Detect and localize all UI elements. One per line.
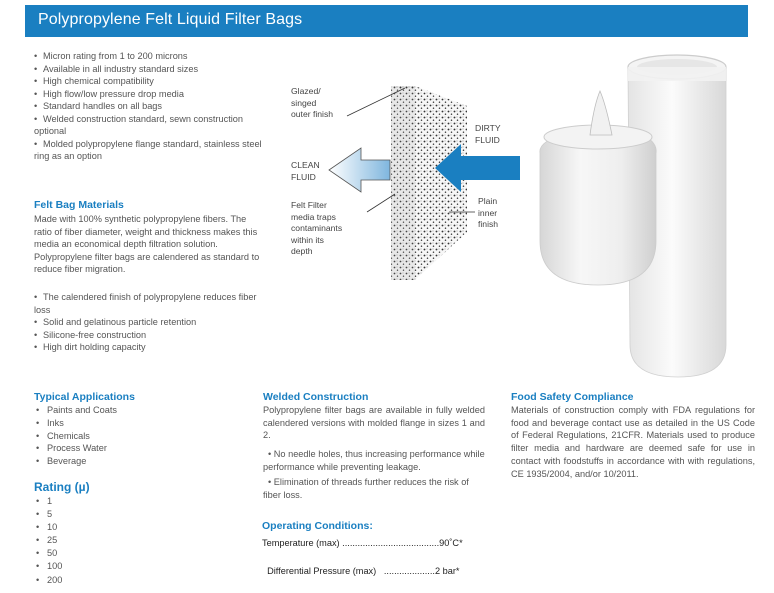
welded-bullets — [263, 448, 485, 504]
application-item: • Chemicals — [36, 430, 117, 443]
felt-filter-label: Felt Filter media traps contaminants within its depth — [291, 200, 343, 256]
finish-item: • High dirt holding capacity — [34, 341, 266, 354]
application-item: • Inks — [36, 417, 117, 430]
application-item: • Beverage — [36, 455, 117, 468]
operating-heading: Operating Conditions: — [262, 520, 373, 532]
temperature-label: Temperature (max) — [262, 538, 343, 548]
feature-item: • Micron rating from 1 to 200 microns — [34, 50, 264, 63]
feature-item: • Molded polypropylene flange standard, stainless steel ring as an option — [34, 138, 264, 163]
rating-item: • 25 — [36, 534, 62, 547]
clean-fluid-arrow — [329, 148, 390, 192]
filtration-diagram — [285, 80, 525, 285]
food-safety-text: Materials of construction comply with FDA regulations for food and beverage contact use as detailed in the US Code of Federal Regulations, 21CFR. Materials used to produce filter media and hardware are deemed safe for use in contact with foodstuffs in accordance with with regulations, CE 1935/2004, and/or 10/2011. — [511, 405, 755, 479]
pressure-label: Differential Pressure (max) — [267, 566, 379, 576]
bag-handle — [590, 91, 612, 135]
rating-item: • 1 — [36, 495, 62, 508]
welded-bullet: • No needle holes, thus increasing performance while performance while preventing leakage. — [263, 448, 485, 473]
rating-item: • 50 — [36, 547, 62, 560]
finish-item: • Silicone-free construction — [34, 329, 266, 342]
application-item: • Process Water — [36, 442, 117, 455]
welded-heading: Welded Construction — [263, 391, 369, 403]
rating-list — [36, 495, 62, 587]
applications-heading: Typical Applications — [34, 391, 135, 403]
finish-item: • Solid and gelatinous particle retention — [34, 316, 266, 329]
felt-materials-heading: Felt Bag Materials — [34, 199, 124, 211]
pressure-leader: .................... — [378, 566, 435, 576]
temperature-row — [262, 538, 463, 548]
welded-text: Polypropylene filter bags are available in fully welded calendered versions with molded flange in sizes 1 and 2. — [263, 405, 485, 440]
rating-item: • 5 — [36, 508, 62, 521]
food-safety-heading: Food Safety Compliance — [511, 391, 634, 403]
filter-bags-image — [528, 45, 764, 381]
plain-finish-label: Plain inner finish — [478, 196, 499, 229]
feature-item: • Welded construction standard, sewn construction optional — [34, 113, 264, 138]
finish-list — [34, 291, 266, 354]
rating-item: • 10 — [36, 521, 62, 534]
filter-bags-illustration — [528, 45, 764, 386]
feature-item: • Standard handles on all bags — [34, 100, 264, 113]
rating-heading: Rating (µ) — [34, 480, 90, 494]
rating-item: • 100 — [36, 560, 62, 573]
temperature-value: 90˚C* — [439, 538, 463, 548]
pressure-value: 2 bar* — [434, 566, 460, 576]
feature-item: • Available in all industry standard sizes — [34, 63, 264, 76]
feature-item: • High flow/low pressure drop media — [34, 88, 264, 101]
rating-item: • 200 — [36, 574, 62, 587]
dirty-fluid-label: DIRTY FLUID — [475, 123, 501, 145]
application-item: • Paints and Coats — [36, 404, 117, 417]
short-filter-bag — [540, 133, 656, 285]
clean-fluid-label: CLEAN FLUID — [291, 160, 320, 182]
felt-materials-text: Made with 100% synthetic polypropylene fibers. The ratio of fiber diameter, weight and thickness makes this media an economical depth filtration solution. Polypropylene filter bags are calendered as standard to reduce fiber migration. — [34, 214, 260, 274]
welded-bullet: • Elimination of threads further reduces the risk of fiber loss. — [263, 476, 485, 501]
finish-item: • The calendered finish of polypropylene reduces fiber loss — [34, 291, 266, 316]
feature-item: • High chemical compatibility — [34, 75, 264, 88]
page-title: Polypropylene Felt Liquid Filter Bags — [38, 11, 303, 28]
applications-list — [36, 404, 117, 468]
temperature-leader: ...................................... — [342, 538, 440, 548]
pressure-row — [262, 556, 459, 576]
header-bar — [25, 5, 748, 37]
glazed-finish-label: Glazed/ singed outer finish — [291, 86, 334, 119]
feature-list — [34, 50, 264, 163]
